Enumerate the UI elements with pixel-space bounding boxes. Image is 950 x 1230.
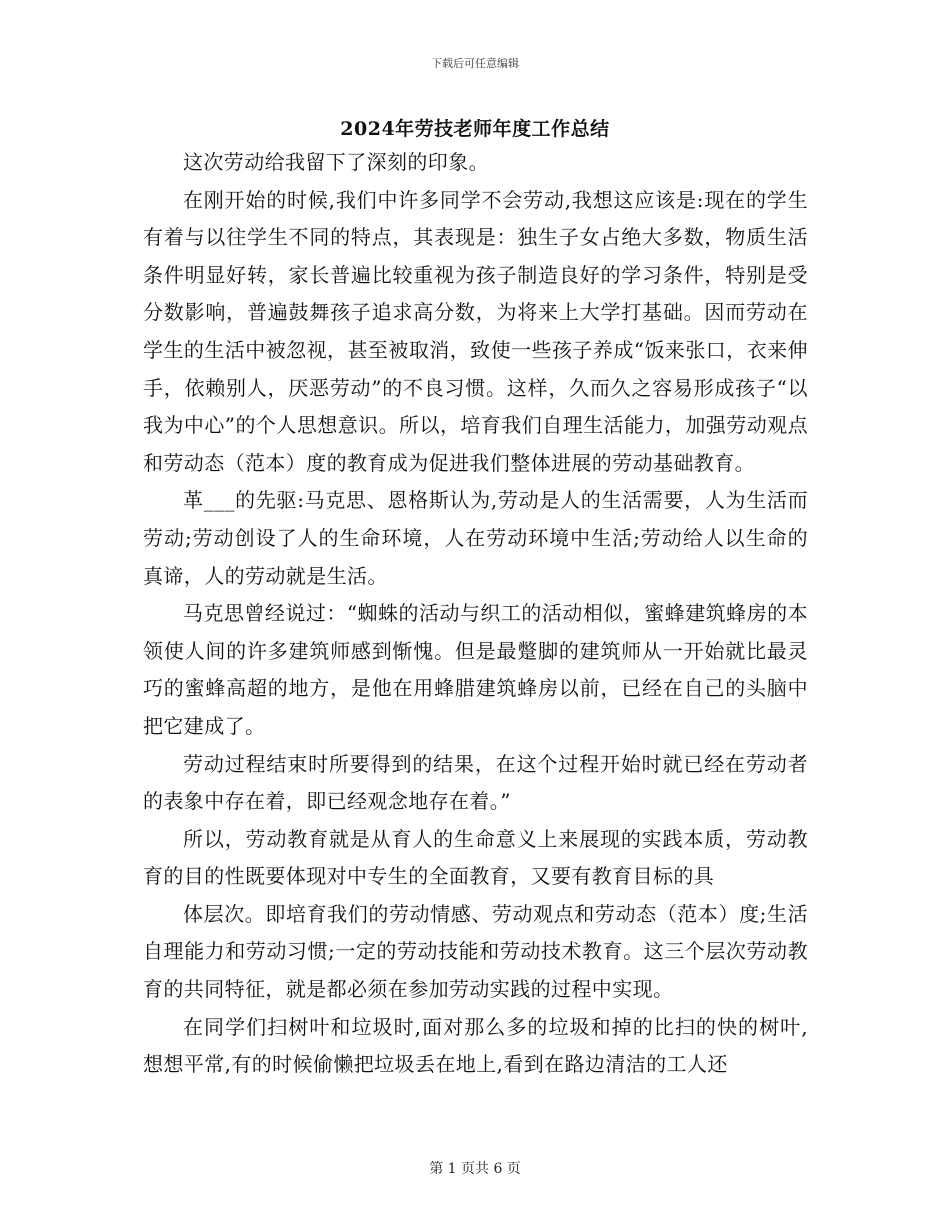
page-footer: 第 1 页共 6 页 xyxy=(429,1161,521,1177)
paragraph: 在同学们扫树叶和垃圾时,面对那么多的垃圾和掉的比扫的快的树叶,想想平常,有的时候偷懒把垃圾丢在地上,看到在路边清洁的工人还 xyxy=(143,1014,808,1077)
paragraph: 体层次。即培育我们的劳动情感、劳动观点和劳动态（范本）度;生活自理能力和劳动习惯;一定的劳动技能和劳动技术教育。这三个层次劳动教育的共同特征，就是都必须在参加劳动实践的过程中实现。 xyxy=(143,901,808,1002)
document-body xyxy=(143,144,808,1084)
paragraph: 这次劳动给我留下了深刻的印象。 xyxy=(183,150,489,174)
paragraph: 在刚开始的时候,我们中许多同学不会劳动,我想这应该是:现在的学生有着与以往学生不同的特点，其表现是：独生子女占绝大多数，物质生活条件明显好转，家长普遍比较重视为孩子制造良好的学习条件，特别是受分数影响，普遍鼓舞孩子追求高分数，为将来上大学打基础。因而劳动在学生的生活中被忽视，甚至被取消，致使一些孩子养成“饭来张口，衣来伸手，依赖别人，厌恶劳动”的不良习惯。这样，久而久之容易形成孩子“以我为中心”的个人思想意识。所以，培育我们自理生活能力，加强劳动观点和劳动态（范本）度的教育成为促进我们整体进展的劳动基础教育。 xyxy=(143,187,808,475)
paragraph: 革___的先驱:马克思、恩格斯认为,劳动是人的生活需要，人为生活而劳动;劳动创设了人的生命环境，人在劳动环境中生活;劳动给人以生命的真谛，人的劳动就是生活。 xyxy=(143,488,808,588)
paragraph: 所以，劳动教育就是从育人的生命意义上来展现的实践本质，劳动教育的目的性既要体现对中专生的全面教育，又要有教育目标的具 xyxy=(143,826,808,889)
paragraph: 马克思曾经说过：“蜘蛛的活动与织工的活动相似，蜜蜂建筑蜂房的本领使人间的许多建筑师感到惭愧。但是最蹩脚的建筑师从一开始就比最灵巧的蜜蜂高超的地方，是他在用蜂腊建筑蜂房以前，已经在自己的头脑中把它建成了。 xyxy=(143,601,808,738)
document-title: 2024年劳技老师年度工作总结 xyxy=(340,118,610,140)
paragraph: 劳动过程结束时所要得到的结果，在这个过程开始时就已经在劳动者的表象中存在着，即已经观念地存在着。” xyxy=(143,751,808,814)
header-note: 下载后可任意编辑 xyxy=(431,57,519,70)
